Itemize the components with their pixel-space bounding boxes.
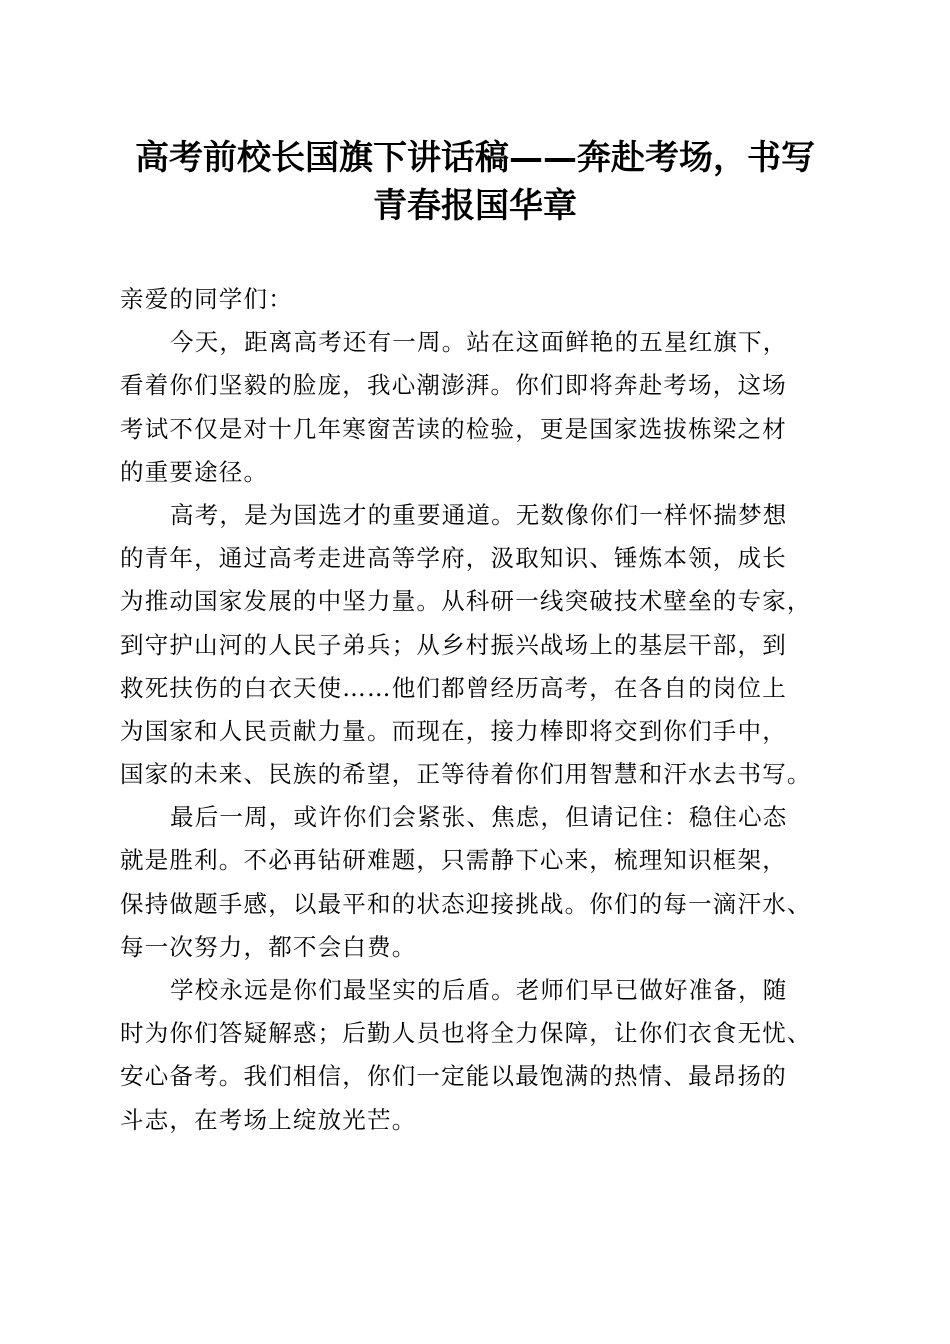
document-title (100, 134, 850, 230)
salutation: 亲爱的同学们： (120, 285, 293, 313)
paragraph-line: 的青年，通过高考走进高等学府，汲取知识、锤炼本领，成长 (120, 544, 787, 573)
paragraph-2 (120, 494, 840, 796)
paragraph-line: 到守护山河的人民子弟兵；从乡村振兴战场上的基层干部，到 (120, 630, 787, 659)
paragraph-line: 安心备考。我们相信，你们一定能以最饱满的热情、最昂扬的 (120, 1062, 787, 1091)
paragraph-line: 为推动国家发展的中坚力量。从科研一线突破技术壁垒的专家， (120, 587, 812, 616)
paragraph-line: 的重要途径。 (120, 457, 269, 486)
paragraph-line: 高考，是为国选才的重要通道。无数像你们一样怀揣梦想 (170, 500, 788, 529)
paragraph-line: 救死扶伤的白衣天使……他们都曾经历高考，在各自的岗位上 (120, 673, 787, 702)
paragraph-line: 今天，距离高考还有一周。站在这面鲜艳的五星红旗下， (170, 328, 788, 357)
paragraph-line: 保持做题手感，以最平和的状态迎接挑战。你们的每一滴汗水、 (120, 889, 812, 918)
paragraph-line: 为国家和人民贡献力量。而现在，接力棒即将交到你们手中， (120, 716, 787, 745)
title-line-2: 青春报国华章 (373, 186, 577, 226)
paragraph-line: 每一次努力，都不会白费。 (120, 932, 417, 961)
paragraph-line: 斗志，在考场上绽放光芒。 (120, 1105, 417, 1134)
document-body (120, 278, 840, 1142)
paragraph-line: 考试不仅是对十几年寒窗苦读的检验，更是国家选拔栋梁之材 (120, 414, 787, 443)
paragraph-line: 最后一周，或许你们会紧张、焦虑，但请记住：稳住心态 (170, 803, 788, 832)
paragraph-line: 看着你们坚毅的脸庞，我心潮澎湃。你们即将奔赴考场，这场 (120, 371, 787, 400)
paragraph-1 (120, 321, 840, 494)
paragraph-4 (120, 969, 840, 1142)
paragraph-line: 就是胜利。不必再钻研难题，只需静下心来，梳理知识框架， (120, 846, 787, 875)
title-line-1: 高考前校长国旗下讲话稿——奔赴考场，书写 (135, 138, 815, 178)
paragraph-line: 国家的未来、民族的希望，正等待着你们用智慧和汗水去书写。 (120, 760, 812, 789)
paragraph-line: 时为你们答疑解惑；后勤人员也将全力保障，让你们衣食无忧、 (120, 1019, 812, 1048)
paragraph-line: 学校永远是你们最坚实的后盾。老师们早已做好准备，随 (170, 976, 788, 1004)
paragraph-3 (120, 796, 840, 969)
